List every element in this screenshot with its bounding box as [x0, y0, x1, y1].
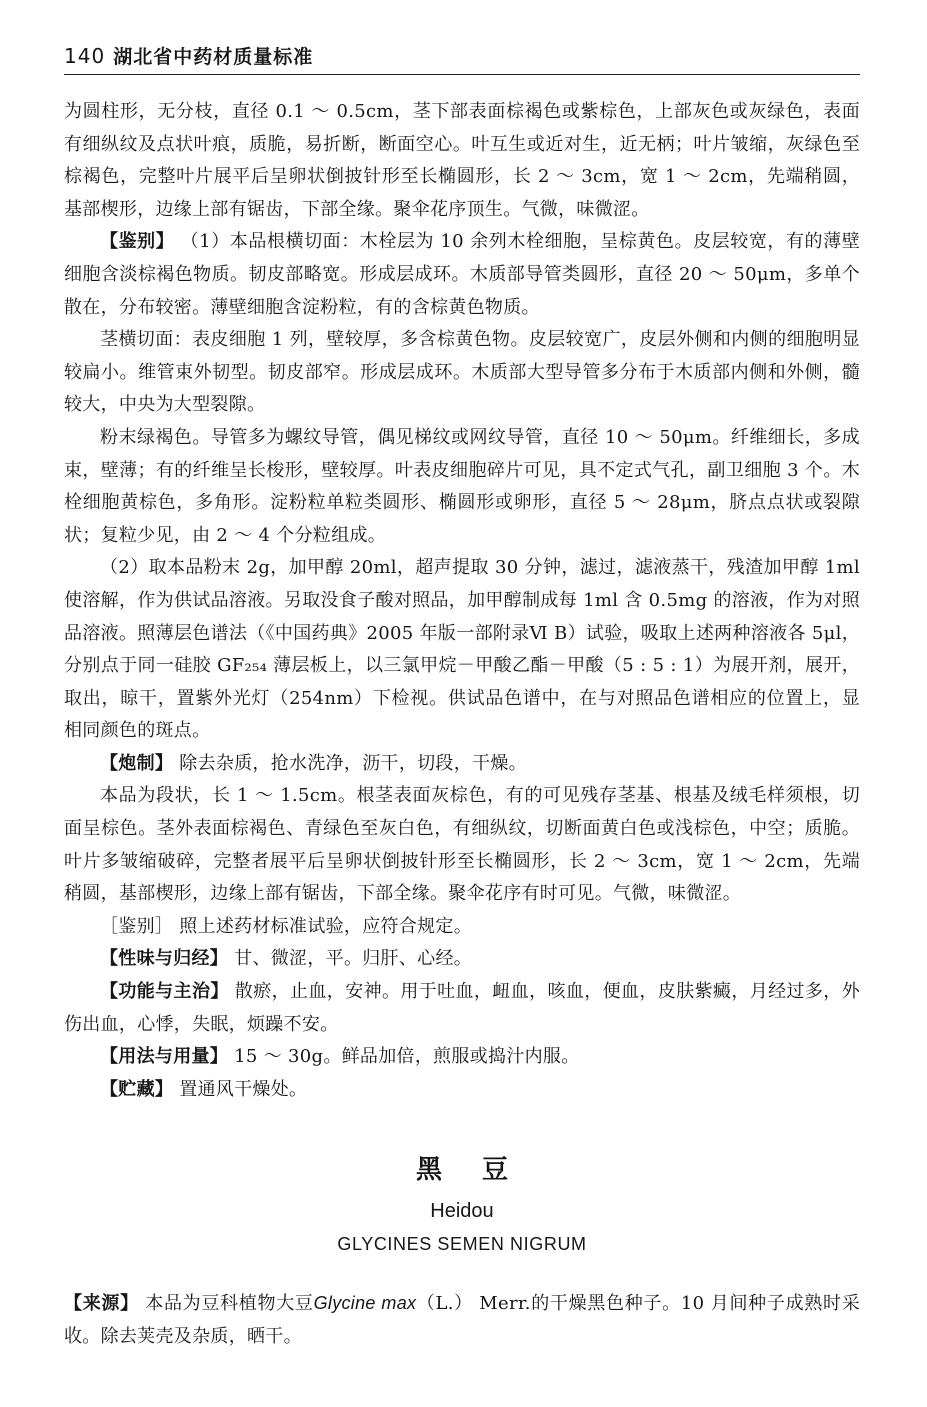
- page-number: 140: [64, 44, 106, 68]
- paragraph-identification: [64, 226, 860, 324]
- paragraph: 为圆柱形，无分枝，直径 0.1 ～ 0.5cm，茎下部表面棕褐色或紫棕色，上部灰色或灰绿色，表面有细纵纹及点状叶痕，质脆，易折断，断面空心。叶互生或近对生，近无柄；叶片皱缩，灰绿色至棕褐色，完整叶片展平后呈卵状倒披针形至长椭圆形，长 2 ～ 3cm，宽 1 ～ 2cm，先端稍圆，基部楔形，边缘上部有锯齿，下部全缘。聚伞花序顶生。气微，味微涩。: [64, 101, 860, 220]
- section-label: 【用法与用量】: [100, 1046, 229, 1068]
- paragraph-storage: [64, 1074, 860, 1107]
- paragraph-function: [64, 976, 860, 1041]
- entry-latin-name: GLYCINES SEMEN NIGRUM: [337, 1234, 587, 1254]
- paragraph-text: 置通风干燥处。: [179, 1078, 308, 1100]
- species-name: Glycine max: [313, 1293, 417, 1313]
- paragraph-text: 散瘀，止血，安神。用于吐血，衄血，咳血，便血，皮肤紫癜，月经过多，外伤出血，心悸，失眠，烦躁不安。: [64, 981, 860, 1035]
- entry-pinyin: Heidou: [430, 1200, 494, 1222]
- paragraph-text: 甘、微涩，平。归肝、心经。: [234, 948, 473, 970]
- section-label: 【性味与归经】: [100, 948, 229, 970]
- header-rule: [64, 74, 860, 75]
- paragraph-taste: [64, 943, 860, 976]
- paragraph-text: 15 ～ 30g。鲜品加倍，煎服或捣汁内服。: [234, 1046, 580, 1068]
- paragraph: （2）取本品粉末 2g，加甲醇 20ml，超声提取 30 分钟，滤过，滤液蒸干，残渣加甲醇 1ml 使溶解，作为供试品溶液。另取没食子酸对照品，加甲醇制成每 1ml 含 0.5mg 的溶液，作为对照品溶液。照薄层色谱法（《中国药典》2005 年版一部附录Ⅵ B）试验，吸取上述两种溶液各 5μl，分别点于同一硅胶 GF₂₅₄ 薄层板上，以三氯甲烷－甲酸乙酯－甲酸（5 : 5 : 1）为展开剂，展开，取出，晾干，置紫外光灯（254nm）下检视。供试品色谱中，在与对照品色谱相应的位置上，显相同颜色的斑点。: [64, 557, 860, 742]
- main-text: [64, 96, 860, 1106]
- section-label: 【来源】: [64, 1293, 139, 1314]
- paragraph-text: （1）本品根横切面：木栓层为 10 余列木栓细胞，呈棕黄色。皮层较宽，有的薄壁细胞含淡棕褐色物质。韧皮部略宽。形成层成环。木质部导管类圆形，直径 20 ～ 50μm，多单个散在，分布较密。薄壁细胞含淀粉粒，有的含棕黄色物质。: [64, 231, 860, 318]
- paragraph: 茎横切面：表皮细胞 1 列，壁较厚，多含棕黄色物。皮层较宽广，皮层外侧和内侧的细胞明显较扁小。维管束外韧型。韧皮部窄。形成层成环。木质部大型导管多分布于木质部内侧和外侧，髓较大，中央为大型裂隙。: [64, 329, 860, 416]
- section-label: 【鉴别】: [100, 231, 175, 253]
- running-header: [64, 42, 860, 69]
- paragraph: 粉末绿褐色。导管多为螺纹导管，偶见梯纹或网纹导管，直径 10 ～ 50μm。纤维细长，多成束，壁薄；有的纤维呈长梭形，壁较厚。叶表皮细胞碎片可见，具不定式气孔，副卫细胞 3 个。木栓细胞黄棕色，多角形。淀粉粒单粒类圆形、椭圆形或卵形，直径 5 ～ 28μm，脐点点状或裂隙状；复粒少见，由 2 ～ 4 个分粒组成。: [64, 426, 860, 546]
- paragraph-text: 除去杂质，抢水洗净，沥干，切段，干燥。: [179, 752, 527, 774]
- paragraph-usage: [64, 1041, 860, 1074]
- section-label: 【炮制】: [100, 752, 174, 774]
- paragraph: ［鉴别］ 照上述药材标准试验，应符合规定。: [100, 915, 473, 937]
- paragraph-processing: [64, 748, 860, 781]
- paragraph-source: [64, 1287, 860, 1353]
- book-title: 湖北省中药材质量标准: [113, 46, 314, 68]
- entry-text: [64, 1287, 860, 1353]
- entry-title-block: [64, 1150, 860, 1256]
- section-label: 【贮藏】: [100, 1078, 174, 1100]
- entry-title: 黑豆: [415, 1155, 548, 1185]
- paragraph-text: 本品为豆科植物大豆: [145, 1293, 314, 1314]
- paragraph-text: （L.） Merr.的干燥黑色种子。10 月间种子成熟时采收。除去荚壳及杂质，晒干。: [64, 1293, 861, 1347]
- section-label: 【功能与主治】: [100, 981, 229, 1003]
- paragraph: 本品为段状，长 1 ～ 1.5cm。根茎表面灰棕色，有的可见残存茎基、根基及绒毛样须根，切面呈棕色。茎外表面棕褐色、青绿色至灰白色，有细纵纹，切断面黄白色或浅棕色，中空；质脆。叶片多皱缩破碎，完整者展平后呈卵状倒披针形至长椭圆形，长 2 ～ 3cm，宽 1 ～ 2cm，先端稍圆，基部楔形，边缘上部有锯齿，下部全缘。聚伞花序有时可见。气微，味微涩。: [64, 785, 860, 905]
